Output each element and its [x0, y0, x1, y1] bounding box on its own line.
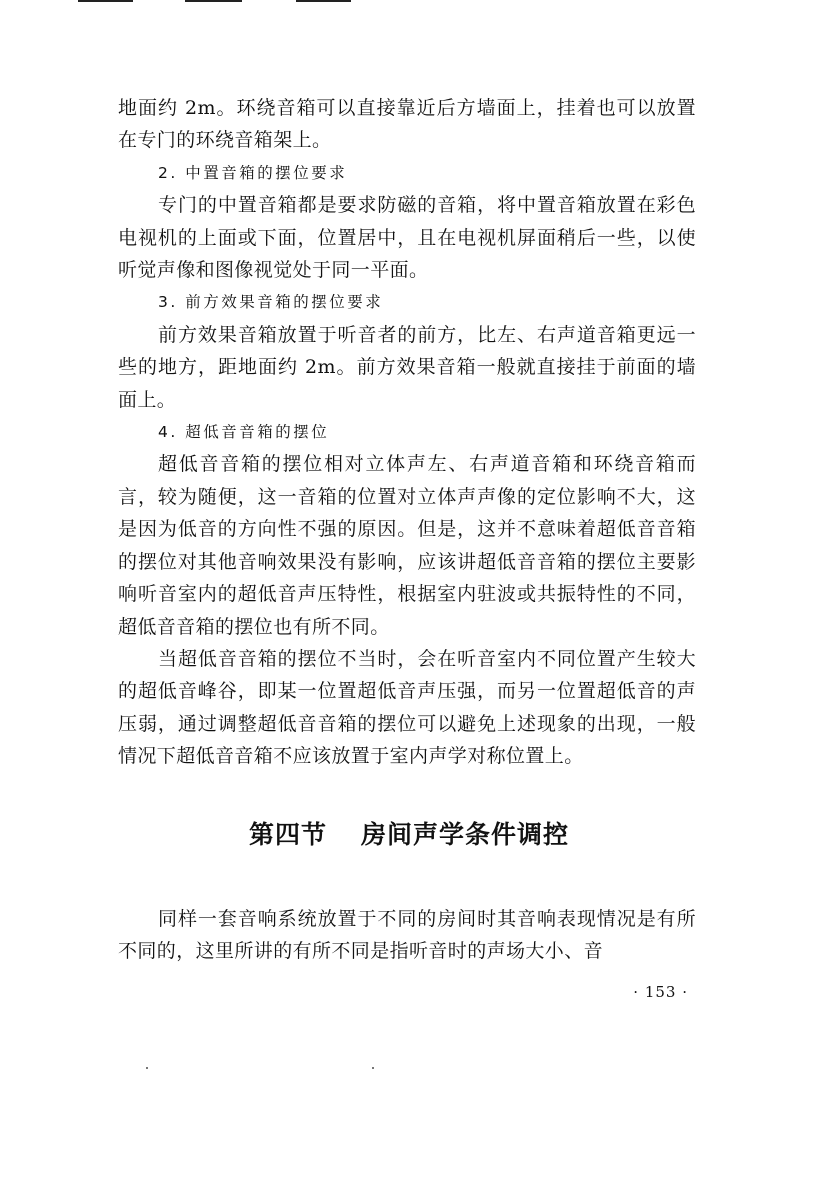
section-number: 第四节 — [248, 820, 327, 849]
subheading-center-speaker: 2. 中置音箱的摆位要求 — [158, 163, 348, 182]
paragraph-subwoofer-2: 当超低音音箱的摆位不当时，会在听音室内不同位置产生较大的超低音峰谷，即某一位置超低音声压强，而另一位置超低音的声压弱，通过调整超低音音箱的摆位可以避免上述现象的出现，一般情况下超低音音箱不应该放置于室内声学对称位置上。 — [118, 647, 696, 768]
top-rule-1 — [78, 0, 133, 2]
paragraph-front-effect-speaker: 前方效果音箱放置于听音者的前方，比左、右声道音箱更远一些的地方，距地面约 2m。前方效果音箱一般就直接挂于前面的墙面上。 — [118, 323, 696, 411]
scan-speck — [372, 1067, 374, 1069]
main-text-block — [118, 92, 696, 773]
section-title: 房间声学条件调控 — [361, 820, 570, 849]
top-rule-3 — [296, 0, 351, 2]
paragraph-surround-continuation: 地面约 2m。环绕音箱可以直接靠近后方墙面上，挂着也可以放置在专门的环绕音箱架上。 — [118, 97, 696, 152]
paragraph-room-acoustics: 同样一套音响系统放置于不同的房间时其音响表现情况是有所不同的，这里所讲的有所不同是指听音时的声场大小、音 — [118, 908, 696, 963]
paragraph-center-speaker: 专门的中置音箱都是要求防磁的音箱，将中置音箱放置在彩色电视机的上面或下面，位置居中，且在电视机屏面稍后一些，以使听觉声像和图像视觉处于同一平面。 — [118, 194, 696, 282]
subheading-subwoofer: 4. 超低音音箱的摆位 — [158, 423, 330, 442]
top-rule-2 — [185, 0, 242, 2]
subheading-front-effect-speaker: 3. 前方效果音箱的摆位要求 — [158, 293, 384, 312]
paragraph-subwoofer-1: 超低音音箱的摆位相对立体声左、右声道音箱和环绕音箱而言，较为随便，这一音箱的位置对立体声声像的定位影响不大，这是因为低音的方向性不强的原因。但是，这并不意味着超低音音箱的摆位对其他音响效果没有影响，应该讲超低音音箱的摆位主要影响听音室内的超低音声压特性，根据室内驻波或共振特性的不同，超低音音箱的摆位也有所不同。 — [118, 453, 696, 638]
page-number: · 153 · — [633, 983, 688, 1001]
scan-speck — [146, 1067, 148, 1069]
section-text-block — [118, 903, 696, 968]
section-heading — [0, 815, 818, 851]
